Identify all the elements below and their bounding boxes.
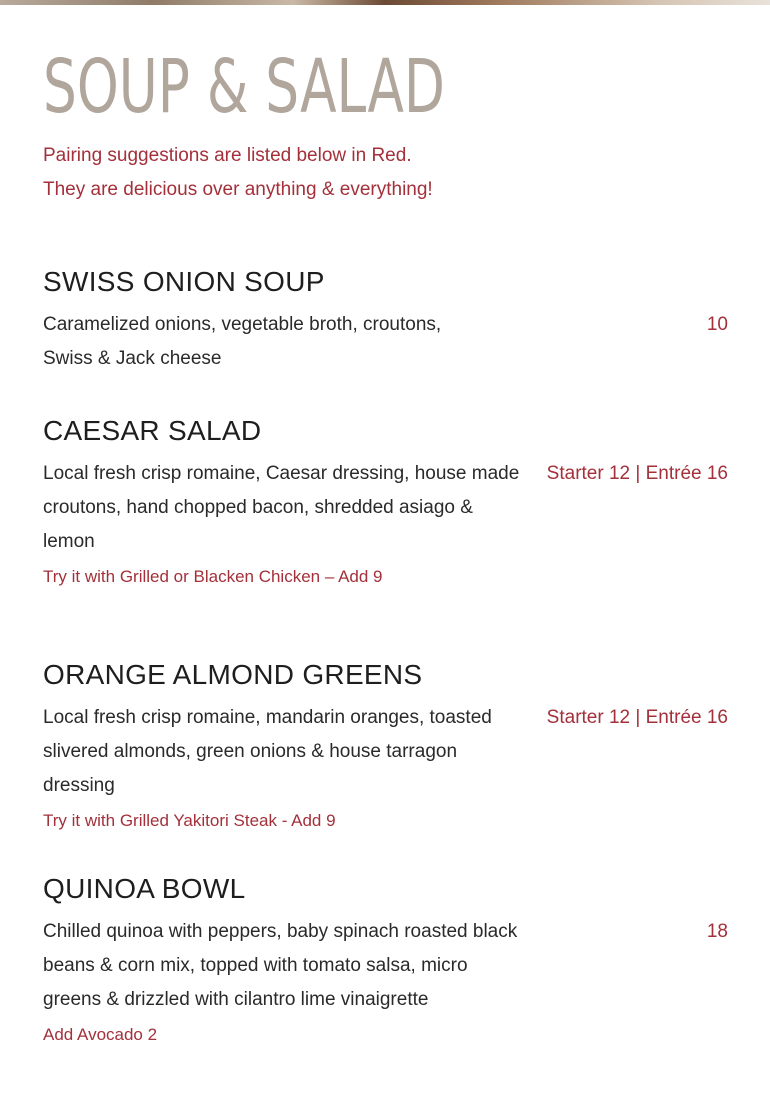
item-name: CAESAR SALAD [43, 415, 262, 446]
item-name: QUINOA BOWL [43, 873, 246, 904]
pairing-suggestion: Try it with Grilled or Blacken Chicken – Add 9 [43, 567, 383, 586]
item-price: 10 [706, 314, 728, 335]
menu-item-quinoa-bowl [43, 872, 728, 1050]
item-price: Starter 12 | Entrée 16 [546, 463, 728, 484]
item-price: Starter 12 | Entrée 16 [546, 707, 728, 728]
menu-item-swiss-onion-soup [43, 265, 728, 376]
item-name: SWISS ONION SOUP [43, 266, 325, 297]
pairing-suggestion: Add Avocado 2 [43, 1025, 158, 1044]
item-description: Local fresh crisp romaine, Caesar dressing, house made croutons, hand chopped bacon, shredded asiago & lemon [43, 463, 520, 552]
menu-item-orange-almond-greens [43, 658, 728, 836]
item-price: 18 [706, 921, 728, 942]
pairing-suggestion: Try it with Grilled Yakitori Steak - Add 9 [43, 811, 336, 830]
page-title: SOUP & SALAD [43, 44, 445, 130]
item-description: Local fresh crisp romaine, mandarin oranges, toasted slivered almonds, green onions & house tarragon dressing [43, 707, 492, 796]
item-body [43, 701, 728, 836]
pairing-intro [43, 139, 643, 207]
item-description: Caramelized onions, vegetable broth, croutons, Swiss & Jack cheese [43, 314, 442, 369]
item-body [43, 915, 728, 1050]
menu-item-caesar-salad [43, 414, 728, 592]
item-body [43, 457, 728, 592]
item-description: Chilled quinoa with peppers, baby spinach roasted black beans & corn mix, topped with tomato salsa, micro greens & drizzled with cilantro lime vinaigrette [43, 921, 518, 1010]
intro-line: They are delicious over anything & everything! [43, 179, 433, 200]
item-body [43, 308, 728, 376]
item-name: ORANGE ALMOND GREENS [43, 659, 423, 690]
top-banner-image [0, 0, 770, 5]
intro-line: Pairing suggestions are listed below in Red. [43, 145, 412, 166]
